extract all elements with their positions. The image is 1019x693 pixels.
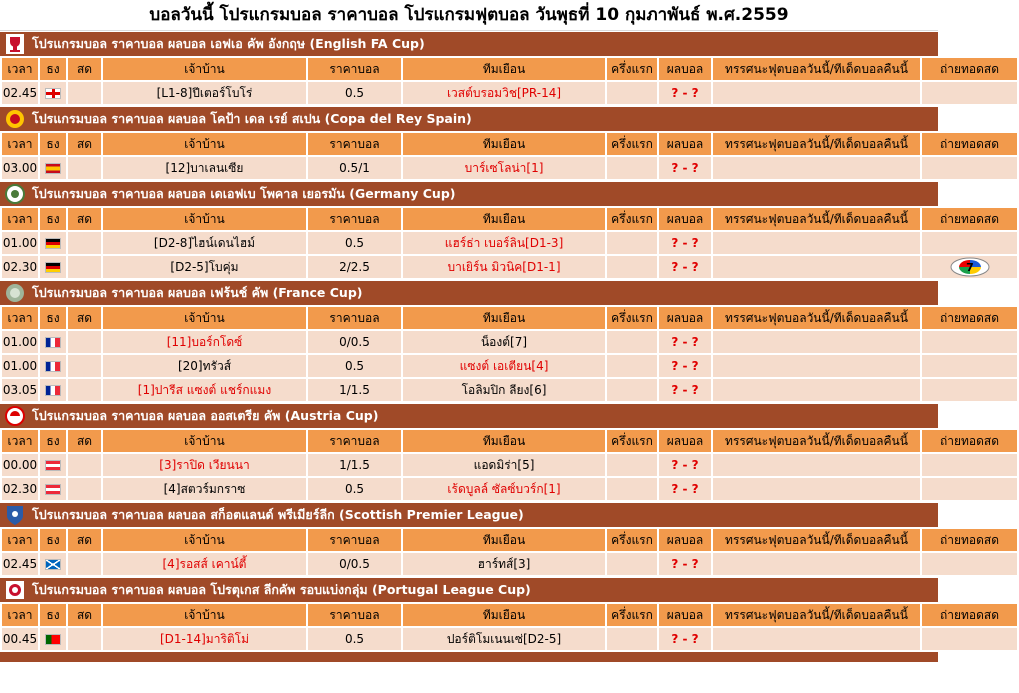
flag-cell [40, 256, 66, 278]
column-header: ราคาบอล [308, 430, 401, 452]
column-header: เจ้าบ้าน [103, 58, 306, 80]
away-team[interactable]: แฮร์ธ่า เบอร์ลิน[D1-3] [403, 232, 605, 254]
match-table [0, 602, 1019, 652]
column-header: เวลา [2, 529, 38, 551]
analysis-cell [713, 628, 920, 650]
column-header: เวลา [2, 604, 38, 626]
spl-logo-icon [4, 504, 26, 526]
austria-flag-icon [45, 460, 61, 471]
france-flag-icon [45, 361, 61, 372]
scotland-flag-icon [45, 559, 61, 570]
odds: 0/0.5 [308, 553, 401, 575]
league-header [0, 577, 938, 602]
full-time-score[interactable]: ? - ? [659, 232, 711, 254]
column-header: เวลา [2, 430, 38, 452]
column-header: ครึ่งแรก [607, 604, 657, 626]
column-header: เจ้าบ้าน [103, 604, 306, 626]
live-broadcast-cell [922, 553, 1017, 575]
table-header-row [2, 430, 1017, 452]
column-header: ถ่ายทอดสด [922, 604, 1017, 626]
column-header: เวลา [2, 307, 38, 329]
away-team[interactable]: บาร์เซโลน่า[1] [403, 157, 605, 179]
match-time: 01.00 [2, 355, 38, 377]
column-header: ผลบอล [659, 430, 711, 452]
column-header: ธง [40, 133, 66, 155]
flag-cell [40, 232, 66, 254]
column-header: ทรรศนะฟุตบอลวันนี้/ทีเด็ดบอลคืนนี้ [713, 133, 920, 155]
odds: 0.5 [308, 232, 401, 254]
column-header: ธง [40, 604, 66, 626]
column-header: ถ่ายทอดสด [922, 307, 1017, 329]
home-team[interactable]: [D2-8]ไฮน์เดนไฮม์ [103, 232, 306, 254]
match-time: 03.00 [2, 157, 38, 179]
full-time-score[interactable]: ? - ? [659, 628, 711, 650]
match-time: 02.45 [2, 82, 38, 104]
half-time-score [607, 379, 657, 401]
home-team[interactable]: [4]รอสส์ เคาน์ตี้ [103, 553, 306, 575]
home-team[interactable]: [3]ราปิด เวียนนา [103, 454, 306, 476]
column-header: เจ้าบ้าน [103, 430, 306, 452]
column-header: ทีมเยือน [403, 58, 605, 80]
column-header: เจ้าบ้าน [103, 208, 306, 230]
analysis-cell [713, 478, 920, 500]
match-time: 01.00 [2, 232, 38, 254]
column-header: ทีมเยือน [403, 307, 605, 329]
column-header: ทรรศนะฟุตบอลวันนี้/ทีเด็ดบอลคืนนี้ [713, 529, 920, 551]
match-row [2, 478, 1017, 500]
column-header: ทรรศนะฟุตบอลวันนี้/ทีเด็ดบอลคืนนี้ [713, 307, 920, 329]
league-title: โปรแกรมบอล ราคาบอล ผลบอล ออสเตรีย คัพ (Austria Cup) [32, 408, 379, 423]
germany-flag-icon [45, 238, 61, 249]
match-row [2, 82, 1017, 104]
column-header: ธง [40, 529, 66, 551]
france-flag-icon [45, 337, 61, 348]
flag-cell [40, 157, 66, 179]
live-broadcast-cell [922, 157, 1017, 179]
svg-text:7: 7 [965, 261, 974, 274]
flag-cell [40, 628, 66, 650]
table-header-row [2, 208, 1017, 230]
flag-cell [40, 454, 66, 476]
home-team[interactable]: [11]บอร์กโดซ์ [103, 331, 306, 353]
league-title: โปรแกรมบอล ราคาบอล ผลบอล สก็อตแลนด์ พรีเมียร์ลีก (Scottish Premier League) [32, 507, 524, 522]
live-broadcast-cell [922, 256, 1017, 278]
live-broadcast-cell [922, 232, 1017, 254]
column-header: เวลา [2, 208, 38, 230]
match-row [2, 256, 1017, 278]
live-cell [68, 355, 101, 377]
match-table [0, 131, 1019, 181]
match-table [0, 527, 1019, 577]
match-time: 00.00 [2, 454, 38, 476]
analysis-cell [713, 232, 920, 254]
full-time-score[interactable]: ? - ? [659, 553, 711, 575]
home-team[interactable]: [D1-14]มาริติโม่ [103, 628, 306, 650]
half-time-score [607, 82, 657, 104]
column-header: ผลบอล [659, 529, 711, 551]
column-header: ผลบอล [659, 133, 711, 155]
live-cell [68, 331, 101, 353]
home-team[interactable]: [D2-5]โบคุ่ม [103, 256, 306, 278]
column-header: ธง [40, 430, 66, 452]
column-header: สด [68, 133, 101, 155]
table-header-row [2, 307, 1017, 329]
match-row [2, 628, 1017, 650]
column-header: ครึ่งแรก [607, 133, 657, 155]
away-team[interactable]: แซงต์ เอเตียน[4] [403, 355, 605, 377]
home-team[interactable]: [1]ปารีส แซงต์ แชร์กแมง [103, 379, 306, 401]
column-header: สด [68, 58, 101, 80]
spain-flag-icon [45, 163, 61, 174]
live-cell [68, 256, 101, 278]
league-title: โปรแกรมบอล ราคาบอล ผลบอล โคป้า เดล เรย์ สเปน (Copa del Rey Spain) [32, 111, 472, 126]
league-section [0, 106, 1000, 181]
column-header: ราคาบอล [308, 133, 401, 155]
copa-del-rey-logo-icon [4, 108, 26, 130]
live-cell [68, 628, 101, 650]
column-header: ครึ่งแรก [607, 307, 657, 329]
league-section [0, 280, 1000, 403]
france-flag-icon [45, 385, 61, 396]
league-section [0, 181, 1000, 280]
dfb-pokal-logo-icon [4, 183, 26, 205]
table-header-row [2, 133, 1017, 155]
match-row [2, 331, 1017, 353]
away-team[interactable]: แอดมิร่า[5] [403, 454, 605, 476]
league-section [0, 577, 1000, 652]
match-time: 02.30 [2, 478, 38, 500]
league-header [0, 403, 938, 428]
live-broadcast-cell [922, 478, 1017, 500]
column-header: ราคาบอล [308, 307, 401, 329]
match-table [0, 56, 1019, 106]
odds: 0.5/1 [308, 157, 401, 179]
analysis-cell [713, 157, 920, 179]
column-header: เจ้าบ้าน [103, 529, 306, 551]
column-header: ธง [40, 58, 66, 80]
away-team[interactable]: ปอร์ติโมเนนเซ่[D2-5] [403, 628, 605, 650]
away-team[interactable]: เวสต์บรอมวิช[PR-14] [403, 82, 605, 104]
match-time: 02.30 [2, 256, 38, 278]
flag-cell [40, 82, 66, 104]
coupe-de-france-logo-icon [4, 282, 26, 304]
column-header: ทรรศนะฟุตบอลวันนี้/ทีเด็ดบอลคืนนี้ [713, 208, 920, 230]
match-row [2, 379, 1017, 401]
live-cell [68, 157, 101, 179]
league-header [0, 181, 938, 206]
column-header: ผลบอล [659, 307, 711, 329]
analysis-cell [713, 379, 920, 401]
match-row [2, 454, 1017, 476]
live-broadcast-cell [922, 379, 1017, 401]
half-time-score [607, 553, 657, 575]
match-row [2, 553, 1017, 575]
full-time-score[interactable]: ? - ? [659, 256, 711, 278]
match-time: 01.00 [2, 331, 38, 353]
match-table [0, 428, 1019, 502]
column-header: ถ่ายทอดสด [922, 208, 1017, 230]
full-time-score[interactable]: ? - ? [659, 82, 711, 104]
analysis-cell [713, 553, 920, 575]
portugal-flag-icon [45, 634, 61, 645]
flag-cell [40, 379, 66, 401]
full-time-score[interactable]: ? - ? [659, 478, 711, 500]
analysis-cell [713, 355, 920, 377]
analysis-cell [713, 331, 920, 353]
full-time-score[interactable]: ? - ? [659, 454, 711, 476]
away-team[interactable]: ฮาร์ทส์[3] [403, 553, 605, 575]
column-header: ราคาบอล [308, 529, 401, 551]
fa-cup-logo-icon [4, 33, 26, 55]
column-header: ทีมเยือน [403, 208, 605, 230]
live-cell [68, 478, 101, 500]
full-time-score[interactable]: ? - ? [659, 157, 711, 179]
column-header: ถ่ายทอดสด [922, 58, 1017, 80]
column-header: ทรรศนะฟุตบอลวันนี้/ทีเด็ดบอลคืนนี้ [713, 58, 920, 80]
column-header: ทีมเยือน [403, 133, 605, 155]
germany-flag-icon [45, 262, 61, 273]
odds: 0.5 [308, 82, 401, 104]
column-header: เวลา [2, 133, 38, 155]
column-header: ถ่ายทอดสด [922, 133, 1017, 155]
analysis-cell [713, 82, 920, 104]
analysis-cell [713, 256, 920, 278]
live-broadcast-cell [922, 355, 1017, 377]
column-header: ราคาบอล [308, 604, 401, 626]
table-header-row [2, 529, 1017, 551]
home-team[interactable]: [20]ทรัวส์ [103, 355, 306, 377]
live-broadcast-cell [922, 82, 1017, 104]
live-cell [68, 232, 101, 254]
column-header: ถ่ายทอดสด [922, 430, 1017, 452]
live-cell [68, 379, 101, 401]
match-row [2, 232, 1017, 254]
league-header [0, 502, 938, 527]
column-header: ทีมเยือน [403, 604, 605, 626]
odds: 0.5 [308, 355, 401, 377]
full-time-score[interactable]: ? - ? [659, 379, 711, 401]
flag-cell [40, 355, 66, 377]
column-header: ครึ่งแรก [607, 58, 657, 80]
austria-flag-icon [45, 484, 61, 495]
league-title: โปรแกรมบอล ราคาบอล ผลบอล เดเอฟเบ โพคาล เยอรมัน (Germany Cup) [32, 186, 456, 201]
home-team[interactable]: [L1-8]ปีเตอร์โบโร่ [103, 82, 306, 104]
column-header: เจ้าบ้าน [103, 307, 306, 329]
half-time-score [607, 331, 657, 353]
league-section [0, 502, 1000, 577]
live-broadcast-cell [922, 454, 1017, 476]
match-time: 00.45 [2, 628, 38, 650]
column-header: ผลบอล [659, 208, 711, 230]
match-time: 03.05 [2, 379, 38, 401]
flag-cell [40, 331, 66, 353]
ch7-tv-logo-icon[interactable] [950, 260, 990, 274]
league-section [0, 403, 1000, 502]
league-header [0, 280, 938, 305]
match-row [2, 355, 1017, 377]
match-row [2, 157, 1017, 179]
league-list [0, 31, 1000, 652]
away-team[interactable]: เร้ดบูลล์ ซัลซ์บวร์ก[1] [403, 478, 605, 500]
column-header: สด [68, 307, 101, 329]
league-section [0, 31, 1000, 106]
column-header: ครึ่งแรก [607, 529, 657, 551]
column-header: สด [68, 430, 101, 452]
league-title: โปรแกรมบอล ราคาบอล ผลบอล โปรตุเกส ลีกคัพ รอบแบ่งกลุ่ม (Portugal League Cup) [32, 582, 531, 597]
column-header: ครึ่งแรก [607, 430, 657, 452]
away-team[interactable]: น็องต์[7] [403, 331, 605, 353]
portugal-league-cup-logo-icon [4, 579, 26, 601]
away-team[interactable]: บาเยิร์น มิวนิค[D1-1] [403, 256, 605, 278]
league-header [0, 31, 938, 56]
column-header: ทีมเยือน [403, 529, 605, 551]
odds: 1/1.5 [308, 379, 401, 401]
column-header: ทีมเยือน [403, 430, 605, 452]
odds: 1/1.5 [308, 454, 401, 476]
live-broadcast-cell [922, 628, 1017, 650]
live-cell [68, 553, 101, 575]
half-time-score [607, 355, 657, 377]
column-header: สด [68, 208, 101, 230]
column-header: ผลบอล [659, 58, 711, 80]
column-header: ครึ่งแรก [607, 208, 657, 230]
column-header: ราคาบอล [308, 208, 401, 230]
match-table [0, 206, 1019, 280]
table-header-row [2, 58, 1017, 80]
match-table [0, 305, 1019, 403]
column-header: ธง [40, 307, 66, 329]
column-header: สด [68, 604, 101, 626]
full-time-score[interactable]: ? - ? [659, 331, 711, 353]
flag-cell [40, 553, 66, 575]
league-title: โปรแกรมบอล ราคาบอล ผลบอล เอฟเอ คัพ อังกฤษ (English FA Cup) [32, 36, 425, 51]
half-time-score [607, 478, 657, 500]
home-team[interactable]: [12]บาเลนเซีย [103, 157, 306, 179]
home-team[interactable]: [4]สตวร์มกราซ [103, 478, 306, 500]
column-header: ทรรศนะฟุตบอลวันนี้/ทีเด็ดบอลคืนนี้ [713, 604, 920, 626]
england-flag-icon [45, 88, 61, 99]
column-header: เจ้าบ้าน [103, 133, 306, 155]
column-header: ผลบอล [659, 604, 711, 626]
half-time-score [607, 256, 657, 278]
live-cell [68, 454, 101, 476]
page-title: บอลวันนี้ โปรแกรมบอล ราคาบอล โปรแกรมฟุตบอล วันพุธที่ 10 กุมภาพันธ์ พ.ศ.2559 [0, 0, 938, 31]
odds: 0.5 [308, 628, 401, 650]
column-header: ทรรศนะฟุตบอลวันนี้/ทีเด็ดบอลคืนนี้ [713, 430, 920, 452]
table-header-row [2, 604, 1017, 626]
match-time: 02.45 [2, 553, 38, 575]
flag-cell [40, 478, 66, 500]
full-time-score[interactable]: ? - ? [659, 355, 711, 377]
odds: 0.5 [308, 478, 401, 500]
column-header: ราคาบอล [308, 58, 401, 80]
live-cell [68, 82, 101, 104]
analysis-cell [713, 454, 920, 476]
column-header: เวลา [2, 58, 38, 80]
live-broadcast-cell [922, 331, 1017, 353]
half-time-score [607, 157, 657, 179]
column-header: สด [68, 529, 101, 551]
odds: 2/2.5 [308, 256, 401, 278]
away-team[interactable]: โอลิมปิก ลียง[6] [403, 379, 605, 401]
half-time-score [607, 232, 657, 254]
austria-cup-logo-icon [4, 405, 26, 427]
half-time-score [607, 628, 657, 650]
league-header [0, 106, 938, 131]
column-header: ธง [40, 208, 66, 230]
half-time-score [607, 454, 657, 476]
column-header: ถ่ายทอดสด [922, 529, 1017, 551]
league-header-partial [0, 652, 938, 662]
league-title: โปรแกรมบอล ราคาบอล ผลบอล เฟร้นช์ คัพ (France Cup) [32, 285, 363, 300]
odds: 0/0.5 [308, 331, 401, 353]
